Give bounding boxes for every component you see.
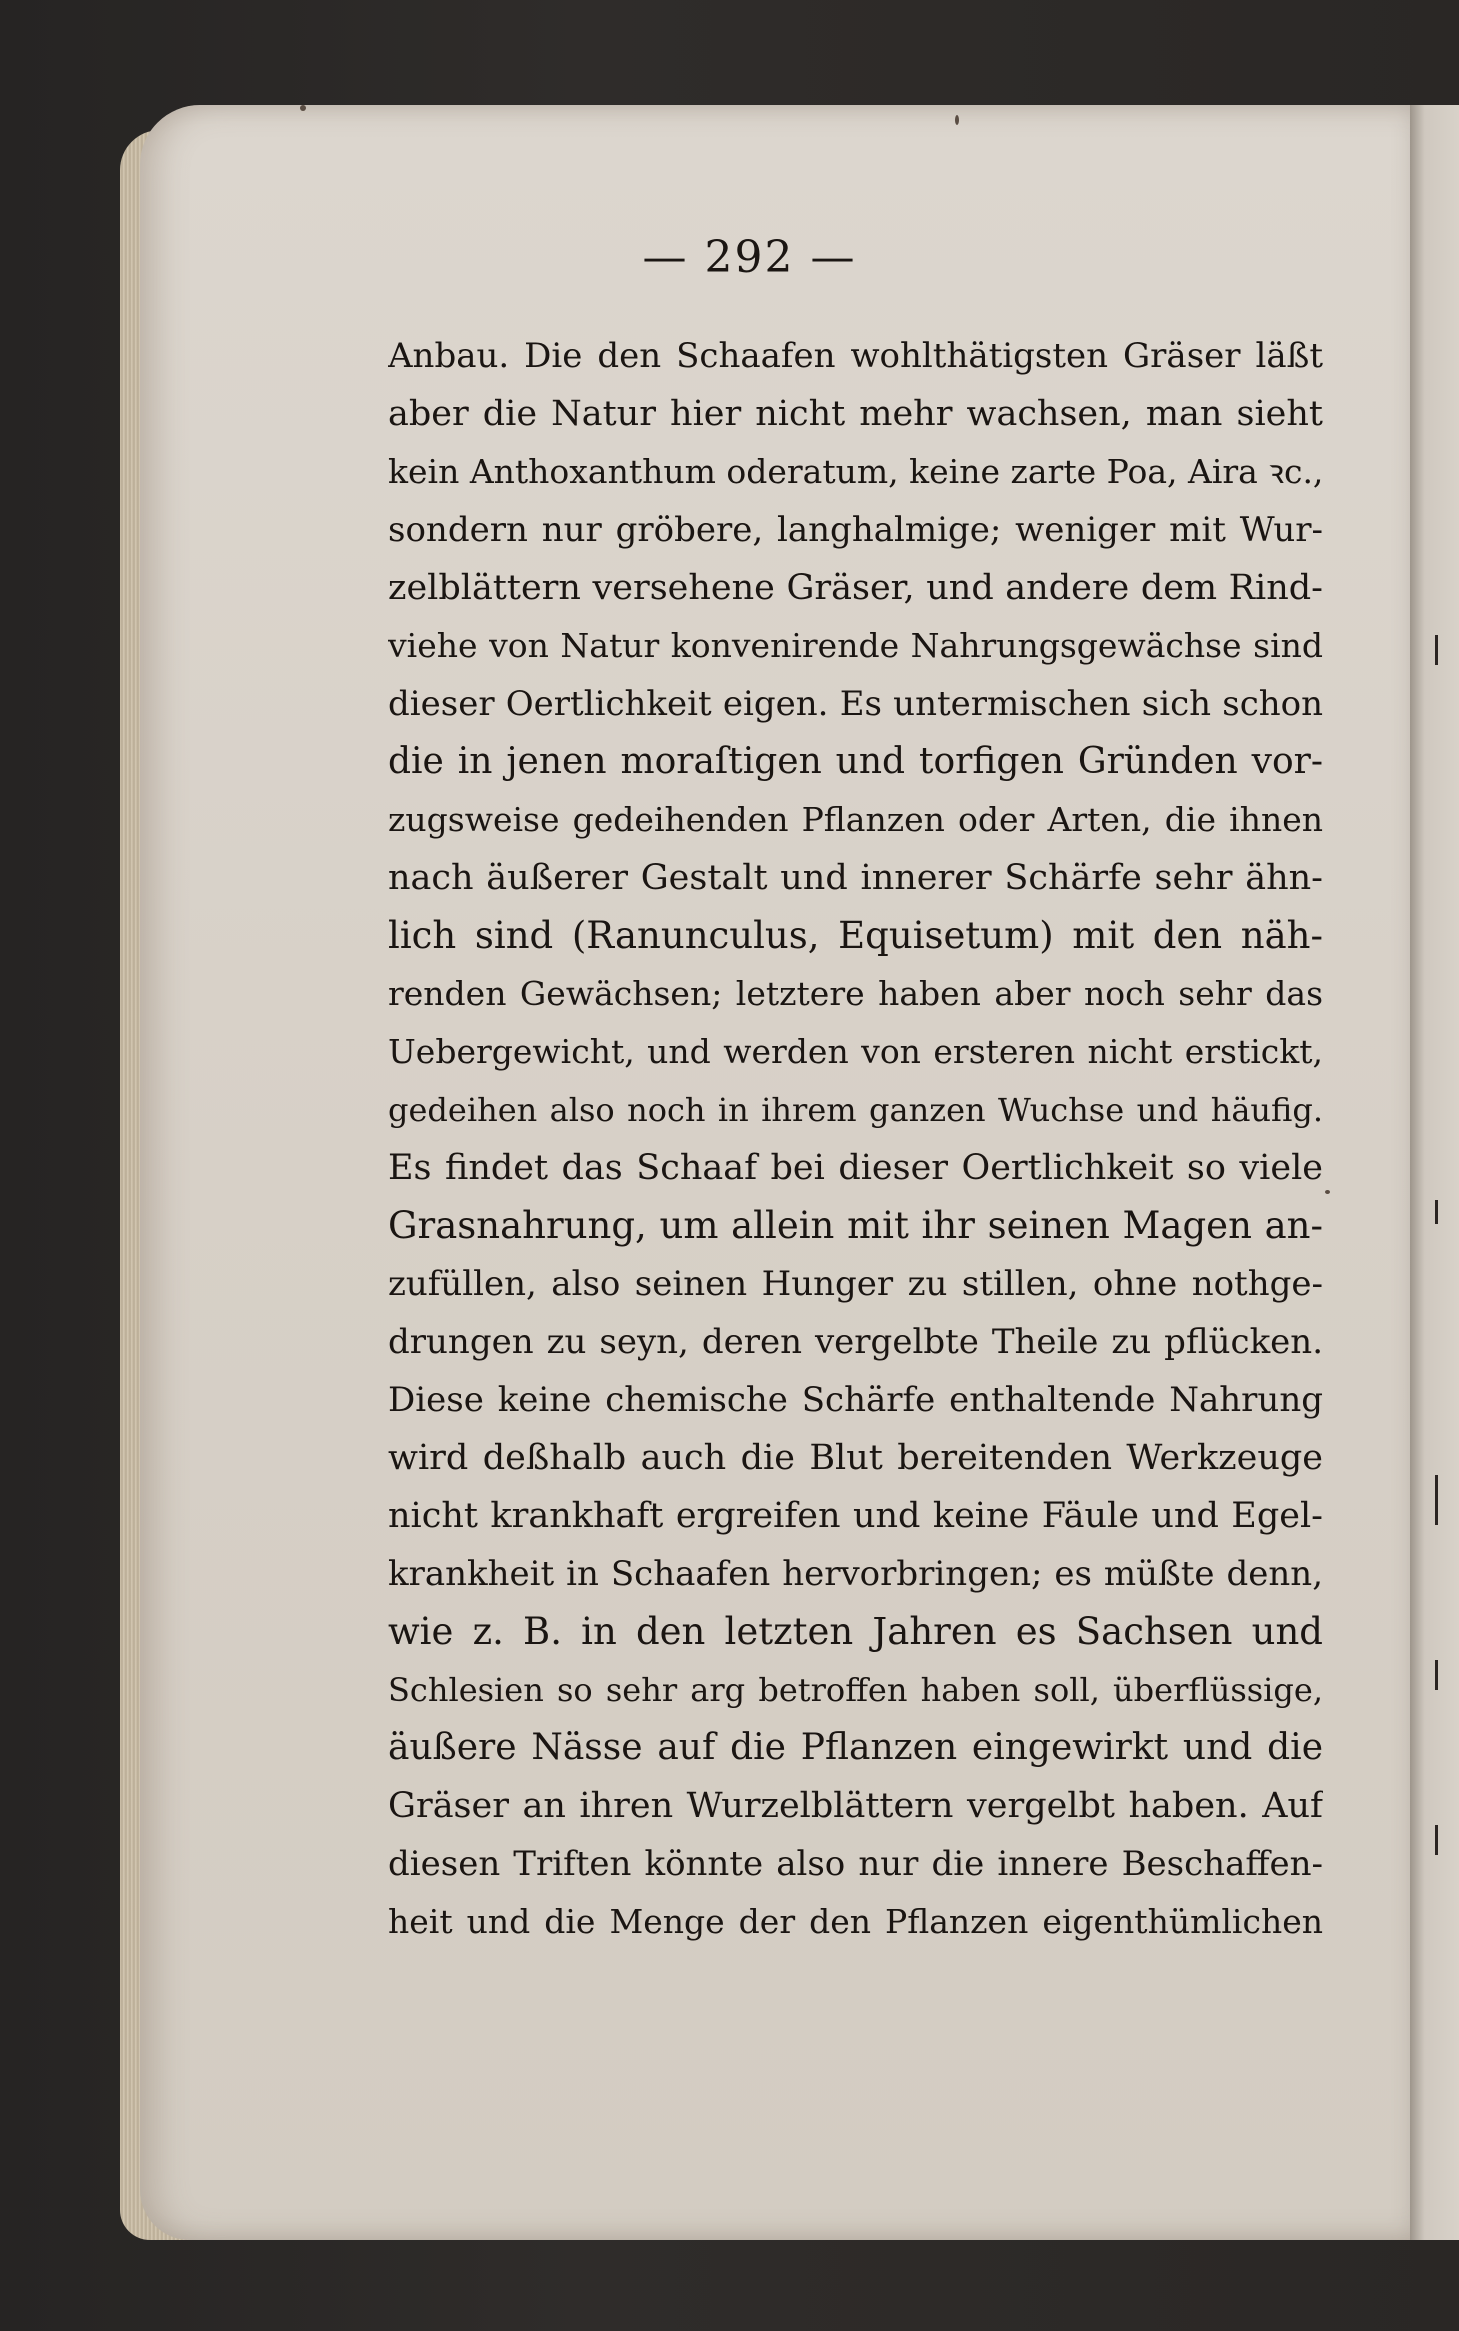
text-line: kein Anthoxanthum oderatum, keine zarte Poa, Aira ꝛc., <box>388 452 1323 491</box>
bleed-mark <box>1435 1200 1438 1224</box>
text-line: Anbau. Die den Schaafen wohlthätigsten Gräser läßt <box>388 336 1323 376</box>
page-number: — 292 — <box>642 232 857 283</box>
text-line: Es findet das Schaaf bei dieser Oertlichkeit so viele <box>388 1148 1323 1188</box>
text-line: lich sind (Ranunculus, Equisetum) mit den näh- <box>388 914 1323 957</box>
text-line: drungen zu seyn, deren vergelbte Theile zu pflücken. <box>388 1322 1323 1362</box>
text-line: zelblättern versehene Gräser, und andere dem Rind- <box>388 568 1323 608</box>
text-line: zugsweise gedeihenden Pflanzen oder Arten, die ihnen <box>388 800 1323 839</box>
text-line: wie z. B. in den letzten Jahren es Sachsen und <box>388 1610 1323 1653</box>
text-line: äußere Nässe auf die Pflanzen eingewirkt und die <box>388 1727 1323 1768</box>
text-line: Gräser an ihren Wurzelblättern vergelbt haben. Auf <box>388 1786 1323 1826</box>
text-line: gedeihen also noch in ihrem ganzen Wuchse und häufig. <box>388 1091 1323 1129</box>
bleed-mark <box>1435 1825 1438 1855</box>
text-line: Grasnahrung, um allein mit ihr seinen Magen an- <box>388 1204 1323 1247</box>
adjacent-page-edge <box>1410 105 1459 2240</box>
text-line: Diese keine chemische Schärfe enthaltende Nahrung <box>388 1380 1323 1420</box>
paper-speck <box>955 115 959 125</box>
text-line: aber die Natur hier nicht mehr wachsen, man sieht <box>388 394 1323 434</box>
paper-speck <box>1325 1190 1330 1194</box>
text-line: viehe von Natur konvenirende Nahrungsgewächse sind <box>388 626 1323 665</box>
text-line: sondern nur gröbere, langhalmige; weniger mit Wur- <box>388 510 1323 550</box>
text-line: zufüllen, also seinen Hunger zu stillen, ohne nothge- <box>388 1264 1323 1304</box>
bleed-mark <box>1435 1660 1438 1690</box>
paper-speck <box>300 105 306 111</box>
text-line: renden Gewächsen; letztere haben aber noch sehr das <box>388 974 1323 1013</box>
text-line: nicht krankhaft ergreifen und keine Fäule und Egel- <box>388 1496 1323 1536</box>
text-line: krankheit in Schaafen hervorbringen; es müßte denn, <box>388 1554 1323 1594</box>
text-line: nach äußerer Gestalt und innerer Schärfe sehr ähn- <box>388 858 1323 898</box>
text-line: diesen Triften könnte also nur die innere Beschaffen- <box>388 1844 1323 1884</box>
text-line: Uebergewicht, und werden von ersteren nicht erstickt, <box>388 1032 1323 1071</box>
bleed-mark <box>1435 635 1438 665</box>
text-line: wird deßhalb auch die Blut bereitenden Werkzeuge <box>388 1438 1323 1478</box>
text-line: heit und die Menge der den Pflanzen eigenthümlichen <box>388 1902 1323 1941</box>
text-line: die in jenen moraſtigen und torfigen Gründen vor- <box>388 741 1323 782</box>
text-line: dieser Oertlichkeit eigen. Es untermischen sich schon <box>388 684 1323 724</box>
bleed-mark <box>1435 1475 1438 1525</box>
body-text <box>388 327 1323 1951</box>
text-line: Schlesien so sehr arg betroffen haben soll, überflüssige, <box>388 1671 1323 1709</box>
